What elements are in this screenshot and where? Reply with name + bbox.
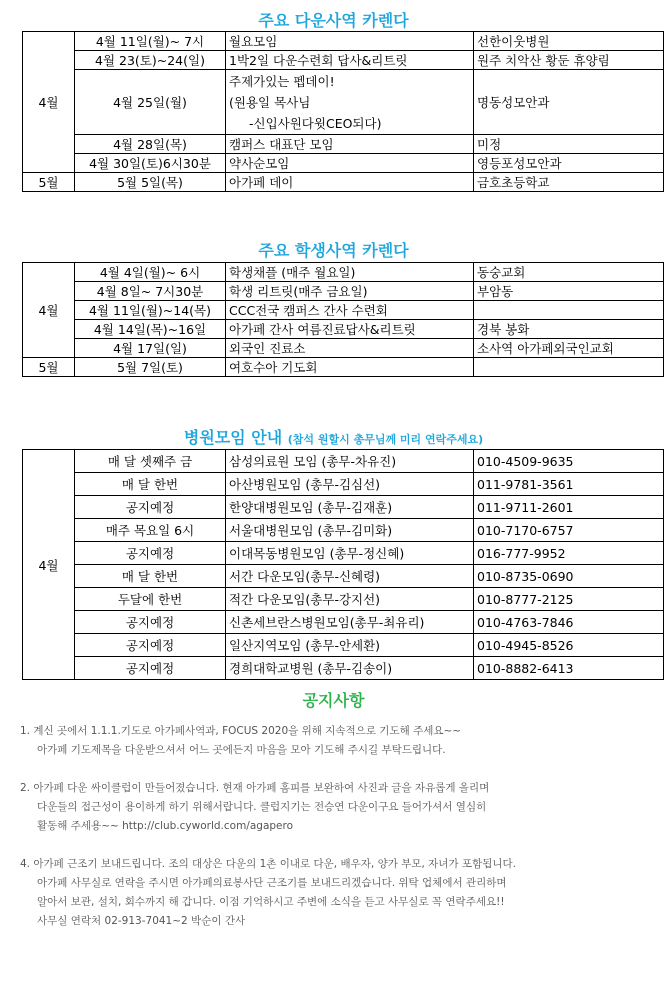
table-row: [23, 301, 664, 320]
notice-item: [20, 855, 650, 931]
meeting-cell: 한양대병원모임 (총무-김재훈): [226, 496, 474, 519]
hospital-meeting-table: [22, 449, 664, 680]
schedule-cell: 공지예정: [75, 542, 226, 565]
date-cell: 5월 5일(목): [75, 173, 226, 192]
date-cell: 4월 8일~ 7시30분: [75, 282, 226, 301]
meeting-cell: 경희대학교병원 (총무-김송이): [226, 657, 474, 680]
schedule-cell: 공지예정: [75, 611, 226, 634]
phone-cell: 010-7170-6757: [474, 519, 664, 542]
notice-list: [20, 722, 650, 950]
notice-title: 공지사항: [302, 691, 365, 710]
table-row: [23, 154, 664, 173]
table-row: [23, 634, 664, 657]
phone-cell: 011-9711-2601: [474, 496, 664, 519]
place-cell: 미정: [474, 135, 664, 154]
place-cell: 영등포성모안과: [474, 154, 664, 173]
hospital-meeting-title: [0, 425, 667, 448]
event-line: -신입사원다윗CEO되다): [249, 115, 382, 131]
meeting-cell: 삼성의료원 모임 (총무-차유진): [226, 450, 474, 473]
date-cell: 4월 14일(목)~16일: [75, 320, 226, 339]
table-row: [23, 32, 664, 51]
schedule-cell: 매 달 한번: [75, 473, 226, 496]
notice-line: 1. 계신 곳에서 1.1.1.기도로 아가페사역과, FOCUS 2020을 위해 지속적으로 기도해 주세요~~: [20, 725, 462, 737]
schedule-cell: 매 달 한번: [75, 565, 226, 588]
date-cell: 4월 11일(월)~ 7시: [75, 32, 226, 51]
event-cell: CCC전국 캠퍼스 간사 수련회: [226, 301, 474, 320]
event-cell: 약사순모임: [226, 154, 474, 173]
date-cell: 5월 7일(토): [75, 358, 226, 377]
table-row: [23, 282, 664, 301]
notice-line: 아가페 기도제목을 다운받으셔서 어느 곳에든지 마음을 모아 기도해 주시길 부탁드립니다.: [37, 744, 446, 756]
hospital-title-note: (참석 원할시 총무님께 미리 연락주세요): [287, 433, 484, 446]
notice-item: [20, 779, 650, 836]
place-cell: 부암동: [474, 282, 664, 301]
meeting-cell: 서울대병원모임 (총무-김미화): [226, 519, 474, 542]
schedule-cell: 두달에 한번: [75, 588, 226, 611]
place-cell: 명동성모안과: [474, 70, 664, 135]
month-cell: 5월: [23, 358, 75, 377]
place-cell: 금호초등학교: [474, 173, 664, 192]
date-cell: 4월 30일(토)6시30분: [75, 154, 226, 173]
table-row: [23, 70, 664, 135]
notice-line: 다운들의 접근성이 용이하게 하기 위해서랍니다. 클럽지기는 전승연 다운이구요 들어가셔서 열심히: [37, 801, 487, 813]
meeting-cell: 적간 다운모임(총무-강지선): [226, 588, 474, 611]
phone-cell: 011-9781-3561: [474, 473, 664, 496]
notice-line: 아가페 사무실로 연락을 주시면 아가페의료봉사단 근조기를 보내드리겠습니다. 위탁 업체에서 관리하며: [37, 877, 507, 889]
notice-line: 알아서 보관, 설치, 회수까지 해 갑니다. 이점 기억하시고 주변에 소식을 듣고 사무실로 꼭 연락주세요!!: [37, 896, 505, 908]
schedule-cell: 공지예정: [75, 657, 226, 680]
table-row: [23, 565, 664, 588]
notice-line: 4. 아가페 근조기 보내드립니다. 조의 대상은 다운의 1촌 이내로 다운, 배우자, 양가 부모, 자녀가 포함됩니다.: [20, 858, 516, 870]
event-cell: [226, 70, 474, 135]
event-cell: 캠퍼스 대표단 모임: [226, 135, 474, 154]
date-cell: 4월 17일(일): [75, 339, 226, 358]
date-cell: 4월 23(토)~24(일): [75, 51, 226, 70]
phone-cell: 010-8735-0690: [474, 565, 664, 588]
date-cell: 4월 11일(월)~14(목): [75, 301, 226, 320]
schedule-cell: 매주 목요일 6시: [75, 519, 226, 542]
phone-cell: 010-4945-8526: [474, 634, 664, 657]
table-row: [23, 588, 664, 611]
month-cell: 4월: [23, 263, 75, 358]
table-row: [23, 657, 664, 680]
table-row: [23, 450, 664, 473]
table-row: [23, 611, 664, 634]
event-cell: 월요모임: [226, 32, 474, 51]
table-row: [23, 496, 664, 519]
student-calendar-title: 주요 학생사역 카렌다: [258, 241, 409, 260]
notice-item: [20, 722, 650, 760]
month-cell: 4월: [23, 450, 75, 680]
place-cell: 경북 봉화: [474, 320, 664, 339]
downstream-calendar-title: 주요 다운사역 카렌다: [258, 11, 409, 30]
place-cell: 소사역 아가페외국인교회: [474, 339, 664, 358]
event-cell: 아가페 간사 여름진료답사&리트릿: [226, 320, 474, 339]
place-cell: 선한이웃병원: [474, 32, 664, 51]
hospital-title-text: 병원모임 안내: [183, 428, 283, 447]
notice-line: 사무실 연락처 02-913-7041~2 박순이 간사: [37, 915, 246, 927]
meeting-cell: 아산병원모임 (총무-김심선): [226, 473, 474, 496]
table-row: [23, 339, 664, 358]
date-cell: 4월 4일(월)~ 6시: [75, 263, 226, 282]
month-cell: 4월: [23, 32, 75, 173]
event-cell: 여호수아 기도회: [226, 358, 474, 377]
event-cell: 외국인 진료소: [226, 339, 474, 358]
meeting-cell: 일산지역모임 (총무-안세환): [226, 634, 474, 657]
notice-link-line[interactable]: 활동해 주세용~~ http://club.cyworld.com/agapero: [37, 820, 294, 832]
schedule-cell: 매 달 셋째주 금: [75, 450, 226, 473]
event-cell: 학생 리트릿(매주 금요일): [226, 282, 474, 301]
event-cell: 아가페 데이: [226, 173, 474, 192]
table-row: [23, 320, 664, 339]
table-row: [23, 358, 664, 377]
table-row: [23, 173, 664, 192]
phone-cell: 010-4509-9635: [474, 450, 664, 473]
meeting-cell: 신촌세브란스병원모임(총무-최유리): [226, 611, 474, 634]
event-cell: 1박2일 다운수련회 답사&리트릿: [226, 51, 474, 70]
student-calendar-table: [22, 262, 664, 377]
place-cell: [474, 358, 664, 377]
schedule-cell: 공지예정: [75, 634, 226, 657]
table-row: [23, 473, 664, 496]
event-line: 주제가있는 펩데이!: [229, 73, 335, 89]
event-cell: 학생채플 (매주 월요일): [226, 263, 474, 282]
date-cell: 4월 28일(목): [75, 135, 226, 154]
table-row: [23, 519, 664, 542]
meeting-cell: 서간 다운모임(총무-신혜령): [226, 565, 474, 588]
table-row: [23, 542, 664, 565]
event-line: (원용일 목사님: [229, 94, 311, 110]
place-cell: 원주 치악산 황둔 휴양림: [474, 51, 664, 70]
phone-cell: 016-777-9952: [474, 542, 664, 565]
phone-cell: 010-8777-2125: [474, 588, 664, 611]
place-cell: 동숭교회: [474, 263, 664, 282]
date-cell: 4월 25일(월): [75, 70, 226, 135]
downstream-calendar-table: [22, 31, 664, 192]
phone-cell: 010-4763-7846: [474, 611, 664, 634]
table-row: [23, 51, 664, 70]
schedule-cell: 공지예정: [75, 496, 226, 519]
notice-line: 2. 아가페 다운 싸이클럽이 만들어졌습니다. 현재 아가페 홈피를 보완하여 사진과 글을 자유롭게 올리며: [20, 782, 490, 794]
place-cell: [474, 301, 664, 320]
month-cell: 5월: [23, 173, 75, 192]
phone-cell: 010-8882-6413: [474, 657, 664, 680]
table-row: [23, 263, 664, 282]
meeting-cell: 이대목동병원모임 (총무-정신혜): [226, 542, 474, 565]
table-row: [23, 135, 664, 154]
